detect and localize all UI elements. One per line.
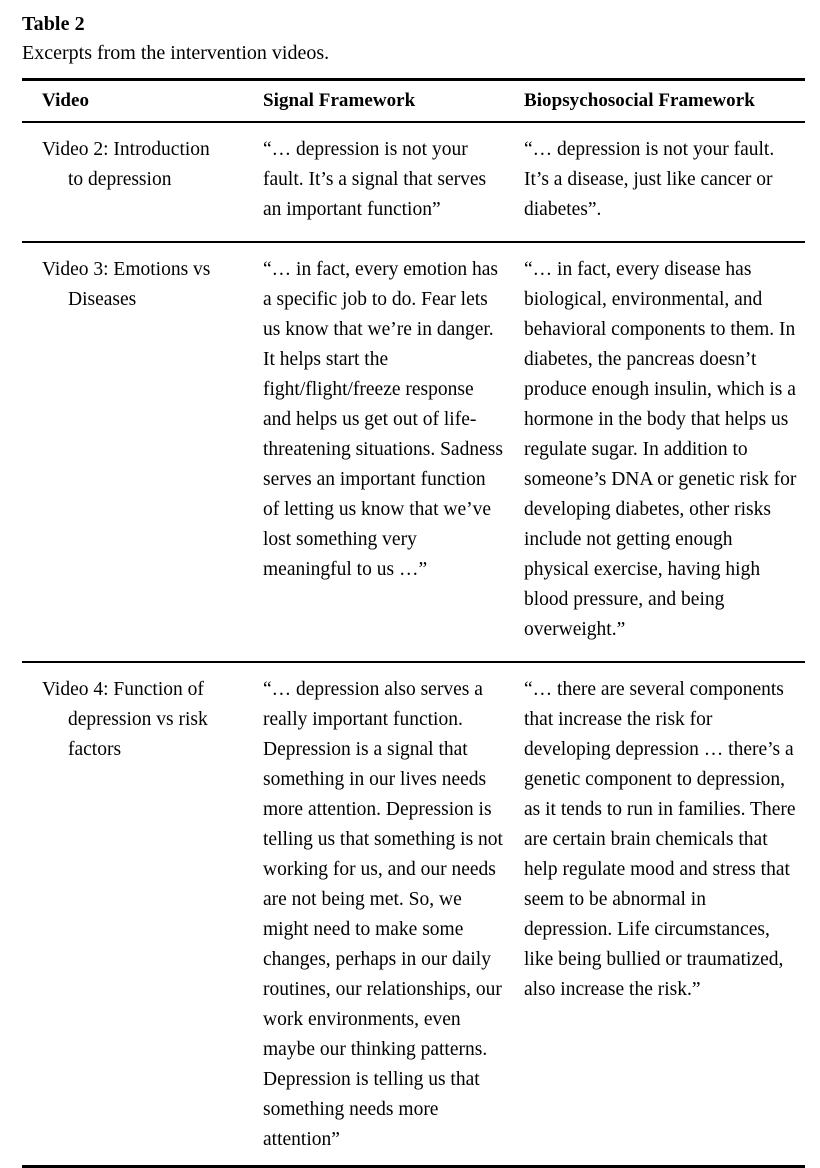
- table-header-row: [22, 80, 805, 123]
- excerpt-text: “… depression is not your fault. It’s a disease, just like cancer or diabetes”.: [524, 139, 775, 220]
- excerpt-text: “… in fact, every emotion has a specific job to do. Fear lets us know that we’re in danger. It helps start the fight/flight/freeze response and helps us get out of life-threatening situations. Sadness serves an important function of letting us know that we’ve lost something very meaningful to us …”: [263, 259, 503, 580]
- excerpt-text: “… depression is not your fault. It’s a signal that serves an important function”: [263, 139, 487, 220]
- column-header-biopsychosocial-framework: Biopsychosocial Framework: [518, 80, 805, 123]
- excerpt-text: “… there are several components that increase the risk for developing depression … there’s a genetic component to depression, as it tends to run in families. There are certain brain chemicals that help regulate mood and stress that seem to be abnormal in depression. Life circumstances, like being bullied or traumatized, also increase the risk.”: [524, 679, 796, 1000]
- cell-video: [22, 122, 243, 242]
- table-row: [22, 242, 805, 662]
- table-row: [22, 122, 805, 242]
- excerpts-table: [22, 78, 805, 1168]
- cell-video: [22, 662, 243, 1167]
- cell-signal-framework: [243, 242, 518, 662]
- cell-signal-framework: [243, 662, 518, 1167]
- excerpt-text: “… depression also serves a really important function. Depression is a signal that something in our lives needs more attention. Depression is telling us that something is not working for us, and our needs are not being met. So, we might need to make some changes, perhaps in our daily routines, our relationships, our work environments, even maybe our thinking patterns. Depression is telling us that something needs more attention”: [263, 679, 503, 1150]
- table-row: [22, 662, 805, 1167]
- cell-signal-framework: [243, 122, 518, 242]
- table-caption: [22, 0, 805, 67]
- excerpt-text: “… in fact, every disease has biological, environmental, and behavioral components to them. In diabetes, the pancreas doesn’t produce enough insulin, which is a hormone in the body that helps us regulate sugar. In addition to someone’s DNA or genetic risk for developing diabetes, other risks include not getting enough physical exercise, having high blood pressure, and being overweight.”: [524, 259, 797, 640]
- cell-biopsychosocial-framework: [518, 242, 805, 662]
- table-header: [22, 80, 805, 123]
- table-body: [22, 122, 805, 1167]
- table-caption-label: Table 2: [22, 13, 85, 35]
- video-label: Video 4: Function of depression vs risk factors: [42, 679, 208, 760]
- cell-biopsychosocial-framework: [518, 662, 805, 1167]
- cell-video: [22, 242, 243, 662]
- video-label: Video 3: Emotions vs Diseases: [42, 259, 211, 310]
- column-header-video: Video: [22, 80, 243, 123]
- cell-biopsychosocial-framework: [518, 122, 805, 242]
- table-caption-text: Excerpts from the intervention videos.: [22, 42, 330, 64]
- column-header-signal-framework: Signal Framework: [243, 80, 518, 123]
- video-label: Video 2: Introduction to depression: [42, 139, 210, 190]
